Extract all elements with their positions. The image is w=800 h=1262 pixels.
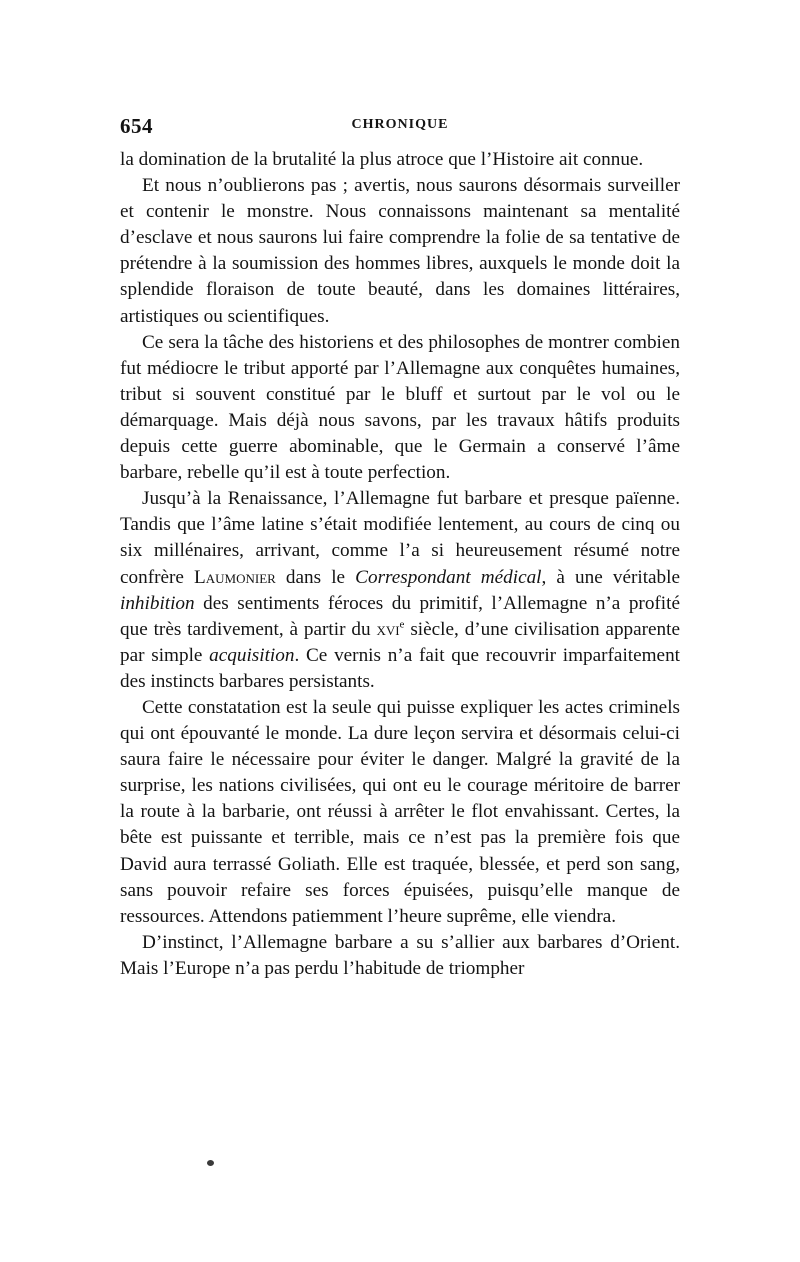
author-name: Laumonier xyxy=(194,566,276,588)
century-numeral: xvi xyxy=(376,618,400,640)
ink-speck xyxy=(207,1160,214,1166)
journal-title: Correspondant médical xyxy=(355,566,542,588)
term-inhibition: inhibition xyxy=(120,592,195,614)
term-acquisition: acquisition xyxy=(209,644,295,666)
page-header xyxy=(120,114,680,138)
paragraph-5: Cette constatation est la seule qui puisse expliquer les actes criminels qui ont épouvanté le monde. La dure leçon servira et désormais celui-ci saura faire le nécessaire pour éviter le danger. Malgré la gravité de la surprise, les nations civilisées, qui ont eu le courage méritoire de barrer la route à la barbarie, ont réussi à arrêter le flot envahissant. Certes, la bête est puissante et terrible, mais ce n’est pas la première fois que David aura terrassé Goliath. Elle est traquée, blessée, et perd son sang, sans pouvoir refaire ses forces épuisées, puisqu’elle manque de ressources. Attendons patiemment l’heure suprême, elle viendra. xyxy=(120,696,680,927)
paragraph-4-text-a: Jusqu’à la Renaissance, l’Allemagne fut barbare et presque païenne. Tandis que l’âme latine s’était modifiée lentement, au cours de cinq ou six millénaires, arrivant, comme l’a si heureusement résumé notre confrère xyxy=(120,488,680,588)
paragraph-4-text-b: dans le xyxy=(275,566,356,588)
paragraph-4-text-f: . Ce vernis n’a fait que recouvrir imparfaitement des instincts barbares persistants. xyxy=(120,644,680,692)
paragraph-1: la domination de la brutalité la plus atroce que l’Histoire ait connue. xyxy=(120,149,644,170)
running-title: CHRONIQUE xyxy=(351,117,449,132)
paragraph-3: Ce sera la tâche des historiens et des philosophes de montrer combien fut médiocre le tribut apporté par l’Allemagne aux conquêtes humaines, tribut si souvent constitué par le bluff et surtout par le vol ou le démarquage. Mais déjà nous savons, par les travaux hâtifs produits depuis cette guerre abominable, que le Germain a conservé l’âme barbare, rebelle qu’il est à toute perfection. xyxy=(120,331,680,484)
paragraph-2: Et nous n’oublierons pas ; avertis, nous saurons désormais surveiller et contenir le monstre. Nous connaissons maintenant sa mentalité d’esclave et nous saurons lui faire comprendre la folie de sa tentative de prétendre à la soumission des hommes libres, auxquels le monde doit la splendide floraison de toute beauté, dans les domaines littéraires, artistiques ou scientifiques. xyxy=(120,175,680,327)
paragraph-4-text-e: siècle, d’une civilisation apparente par simple xyxy=(120,618,680,666)
page-number: 654 xyxy=(120,114,153,138)
paragraph-4-text-c: , à une véritable xyxy=(541,566,680,588)
paragraph-4 xyxy=(120,486,680,695)
paragraph-4-text-d: des sentiments féroces du primitif, l’Allemagne n’a profité que très tardivement, à partir du xyxy=(120,592,680,640)
paragraph-6: D’instinct, l’Allemagne barbare a su s’allier aux barbares d’Orient. Mais l’Europe n’a pas perdu l’habitude de triompher xyxy=(120,931,680,979)
century-superscript: e xyxy=(399,618,405,631)
body-text xyxy=(120,147,680,982)
